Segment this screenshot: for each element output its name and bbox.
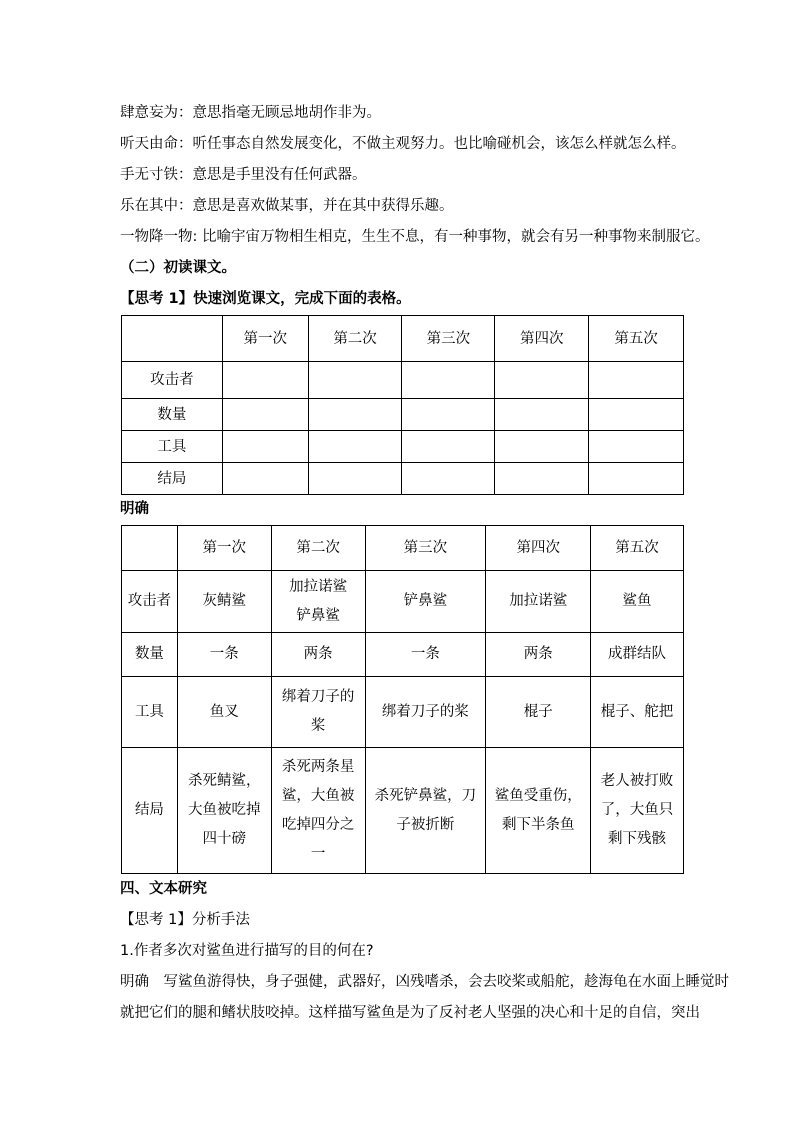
table-cell: 棍子、舵把 (591, 677, 684, 748)
header-cell: 第五次 (591, 526, 684, 571)
header-cell: 第一次 (222, 316, 308, 362)
table-header-row (122, 526, 684, 571)
blank-cell[interactable] (589, 362, 684, 399)
answer-paragraph-line-1: 明确 写鲨鱼游得快，身子强健，武器好，凶残嗜杀，会去咬桨或船舵，趁海龟在水面上睡觉时 (120, 974, 729, 990)
table-row (122, 362, 684, 399)
idiom-line-1: 肆意妄为：意思指毫无顾忌地胡作非为。 (120, 105, 381, 121)
blank-cell[interactable] (589, 431, 684, 463)
table-cell: 加拉诺鲨 (486, 571, 591, 633)
question-1: 1.作者多次对鲨鱼进行描写的目的何在? (120, 943, 374, 959)
blank-cell[interactable] (402, 463, 495, 495)
blank-cell[interactable] (222, 431, 308, 463)
table-row (122, 463, 684, 495)
idiom-line-3: 手无寸铁：意思是手里没有任何武器。 (120, 167, 367, 183)
row-label: 攻击者 (122, 571, 178, 633)
row-label: 工具 (122, 677, 178, 748)
table-cell: 一条 (365, 633, 486, 677)
table-cell: 绑着刀子的 桨 (271, 677, 365, 748)
header-cell: 第三次 (402, 316, 495, 362)
table-row (122, 399, 684, 431)
blank-cell[interactable] (222, 362, 308, 399)
row-label: 结局 (122, 748, 178, 874)
blank-cell[interactable] (308, 362, 402, 399)
idiom-line-4: 乐在其中：意思是喜欢做某事，并在其中获得乐趣。 (120, 198, 454, 214)
table-corner-cell (122, 316, 223, 362)
blank-cell[interactable] (222, 399, 308, 431)
think-prompt-1: 【思考 1】快速浏览课文，完成下面的表格。 (120, 291, 411, 307)
table-cell: 杀死两条星 鲨，大鱼被 吃掉四分之 一 (271, 748, 365, 874)
header-cell: 第一次 (177, 526, 271, 571)
answer-label: 明确 (120, 501, 149, 517)
blank-cell[interactable] (402, 362, 495, 399)
blank-cell[interactable] (589, 399, 684, 431)
table-cell: 杀死铲鼻鲨，刀 子被折断 (365, 748, 486, 874)
blank-cell[interactable] (308, 399, 402, 431)
row-label: 结局 (122, 463, 223, 495)
think-prompt-method: 【思考 1】分析手法 (120, 912, 250, 928)
table-cell: 棍子 (486, 677, 591, 748)
blank-cell[interactable] (402, 431, 495, 463)
answer-table (121, 525, 684, 874)
row-label: 工具 (122, 431, 223, 463)
header-cell: 第二次 (271, 526, 365, 571)
header-cell: 第五次 (589, 316, 684, 362)
table-cell: 鲨鱼 (591, 571, 684, 633)
table-cell: 两条 (486, 633, 591, 677)
table-cell: 鲨鱼受重伤， 剩下半条鱼 (486, 748, 591, 874)
table-row (122, 431, 684, 463)
table-cell: 鱼叉 (177, 677, 271, 748)
table-cell: 成群结队 (591, 633, 684, 677)
row-label: 数量 (122, 399, 223, 431)
header-cell: 第四次 (486, 526, 591, 571)
table-row (122, 677, 684, 748)
table-cell: 绑着刀子的桨 (365, 677, 486, 748)
blank-cell[interactable] (495, 463, 589, 495)
table-row (122, 571, 684, 633)
blank-cell[interactable] (589, 463, 684, 495)
table-cell: 灰鲭鲨 (177, 571, 271, 633)
section-heading-text-study: 四、文本研究 (120, 881, 207, 897)
table-cell: 老人被打败 了，大鱼只 剩下残骸 (591, 748, 684, 874)
blank-cell[interactable] (222, 463, 308, 495)
table-row (122, 748, 684, 874)
row-label: 攻击者 (122, 362, 223, 399)
blank-cell[interactable] (308, 431, 402, 463)
table-row (122, 633, 684, 677)
header-cell: 第四次 (495, 316, 589, 362)
answer-paragraph-line-2: 就把它们的腿和鳍状肢咬掉。这样描写鲨鱼是为了反衬老人坚强的决心和十足的自信，突出 (120, 1005, 700, 1021)
blank-cell[interactable] (495, 399, 589, 431)
blank-cell[interactable] (495, 431, 589, 463)
idiom-line-2: 听天由命：听任事态自然发展变化，不做主观努力。也比喻碰机会，该怎么样就怎么样。 (120, 136, 686, 152)
idiom-line-5: 一物降一物: 比喻宇宙万物相生相克，生生不息，有一种事物，就会有另一种事物来制服它。 (120, 229, 710, 245)
blank-cell[interactable] (402, 399, 495, 431)
table-header-row (122, 316, 684, 362)
section-heading-first-reading: （二）初读课文。 (120, 260, 236, 276)
table-cell: 两条 (271, 633, 365, 677)
row-label: 数量 (122, 633, 178, 677)
table-cell: 杀死鲭鲨， 大鱼被吃掉 四十磅 (177, 748, 271, 874)
table-cell: 一条 (177, 633, 271, 677)
table-cell: 铲鼻鲨 (365, 571, 486, 633)
blank-fill-table (121, 315, 684, 495)
header-cell: 第三次 (365, 526, 486, 571)
blank-cell[interactable] (308, 463, 402, 495)
blank-cell[interactable] (495, 362, 589, 399)
header-cell: 第二次 (308, 316, 402, 362)
table-cell: 加拉诺鲨 铲鼻鲨 (271, 571, 365, 633)
table-corner-cell (122, 526, 178, 571)
